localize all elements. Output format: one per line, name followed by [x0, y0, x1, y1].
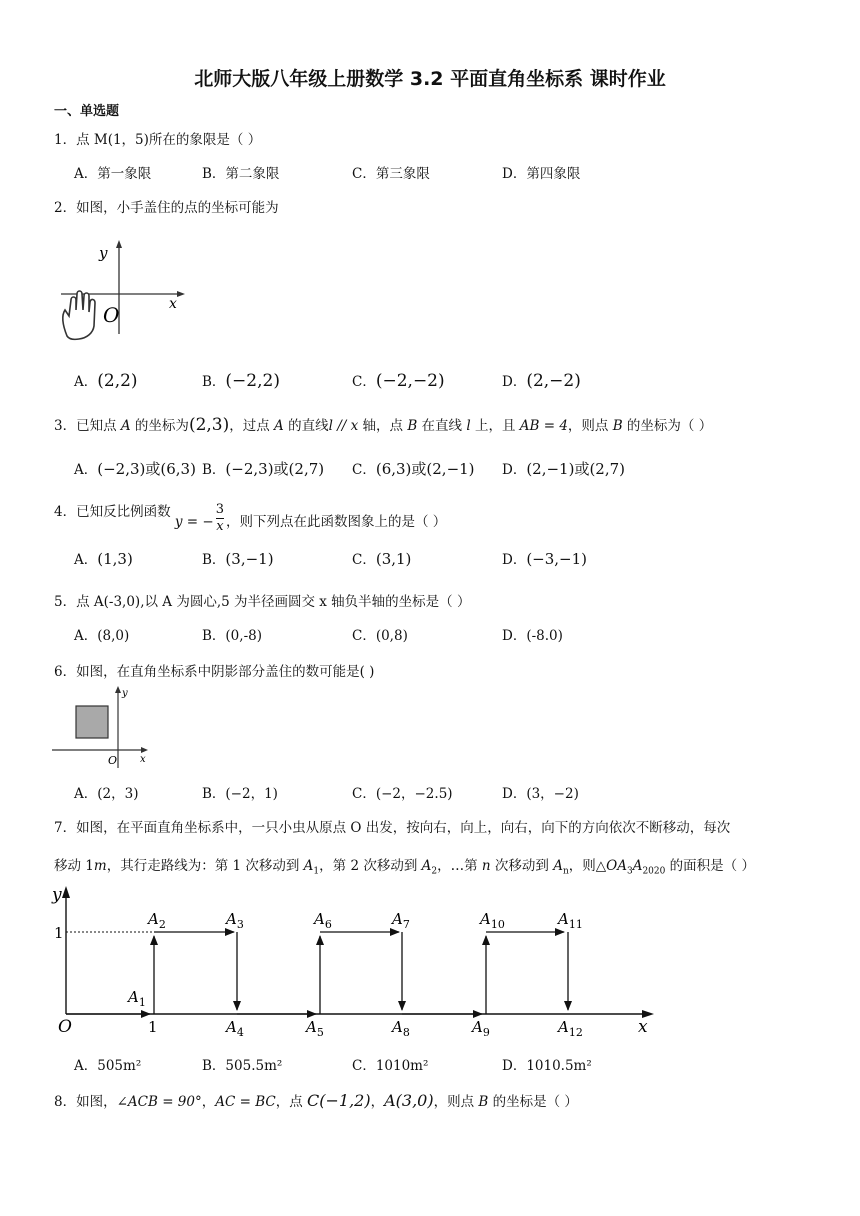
question-7-stem-line1: 7．如图，在平面直角坐标系中，一只小虫从原点 O 出发，按向右，向上，向右，向下的方向依次不断移动，每次 [54, 820, 731, 836]
q7-point-label: $A_3$ [226, 910, 244, 931]
q2-y-label: y [99, 244, 108, 262]
q2-option-d: D．(2,−2) [502, 371, 581, 391]
q7-point-label: $A_5$ [306, 1018, 324, 1039]
q7-y-label: y [52, 885, 62, 905]
question-4-stem: 4．已知反比例函数 y = − $\frac{3}{x}$ ，则下列点在此函数图象上的是（ ） [54, 502, 447, 534]
q7-x-one-label: 1 [148, 1018, 158, 1036]
q2-option-c-value: (−2,−2) [375, 371, 445, 391]
q4-option-a: A．(1,3) [74, 550, 133, 568]
q4-option-b: B．(3,−1) [202, 550, 274, 568]
question-8-stem: 8．如图，∠ACB = 90°，AC = BC，点 C(−1,2)，A(3,0)，则点 B 的坐标是（ ） [54, 1091, 578, 1110]
q2-origin-label: O [103, 303, 120, 327]
q7-point-label: $A_7$ [392, 910, 410, 931]
q7-point-label: $A_4$ [226, 1018, 244, 1039]
q7-point-label: $A_2$ [148, 910, 166, 931]
page-title: 北师大版八年级上册数学 3.2 平面直角坐标系 课时作业 [194, 68, 666, 90]
q7-point-label: $A_8$ [392, 1018, 410, 1039]
question-5-stem: 5．点 A(-3,0),以 A 为圆心,5 为半径画圆交 x 轴负半轴的坐标是（ ） [54, 594, 471, 610]
q7-option-d: D．1010.5m² [502, 1058, 592, 1074]
q7-point-label: $A_{10}$ [480, 910, 505, 931]
q2-option-c: C．(−2,−2) [352, 371, 445, 391]
q3-option-d: D．(2,−1)或(2,7) [502, 460, 626, 478]
q7-point-label: $A_1$ [128, 988, 146, 1009]
q5-option-a: A．(8,0) [74, 628, 130, 644]
section-heading: 一、单选题 [54, 104, 120, 119]
q7-y-one-label: 1 [54, 924, 64, 942]
q4-option-c: C．(3,1) [352, 550, 412, 568]
q2-figure [55, 236, 195, 346]
q3-option-b: B．(−2,3)或(2,7) [202, 460, 325, 478]
q6-option-a: A．(2，3) [74, 786, 139, 802]
q2-option-b-value: (−2,2) [225, 371, 280, 391]
q6-y-label: y [122, 688, 128, 699]
question-2-stem: 2．如图，小手盖住的点的坐标可能为 [54, 200, 279, 216]
q5-option-d: D．(-8.0) [502, 628, 563, 644]
q7-option-a: A．505m² [74, 1058, 142, 1074]
q7-origin-label: O [58, 1017, 72, 1037]
q7-point-label: $A_{12}$ [558, 1018, 583, 1039]
q2-option-a-value: (2,2) [97, 371, 138, 391]
question-7-stem-line2: 移动 1m，其行走路线为：第 1 次移动到 $A_1$，第 2 次移动到 $A_2$，…第 n 次移动到 $A_n$，则$\triangle OA_3A_{2020}$ 的面积是（ ） [54, 858, 755, 877]
q5-option-c: C．(0,8) [352, 628, 408, 644]
q3-option-c: C．(6,3)或(2,−1) [352, 460, 475, 478]
q6-figure [50, 684, 160, 770]
q2-option-b: B．(−2,2) [202, 371, 280, 391]
q2-option-d-value: (2,−2) [526, 371, 581, 391]
q7-figure [50, 882, 660, 1040]
q3-option-a: A．(−2,3)或(6,3) [74, 460, 196, 478]
q1-option-c: C．第三象限 [352, 166, 430, 182]
q2-option-a: A．(2,2) [74, 371, 138, 391]
q7-point-label: $A_{11}$ [558, 910, 583, 931]
q7-option-c: C．1010m² [352, 1058, 429, 1074]
q1-option-b: B．第二象限 [202, 166, 280, 182]
q7-point-label: $A_9$ [472, 1018, 490, 1039]
q1-option-a: A．第一象限 [74, 166, 152, 182]
hand-icon [63, 291, 95, 339]
q6-origin-label: O [108, 754, 118, 767]
q7-x-label: x [638, 1017, 648, 1037]
question-6-stem: 6．如图，在直角坐标系中阴影部分盖住的数可能是( ) [54, 664, 375, 680]
q6-x-label: x [140, 754, 146, 765]
q6-option-b: B．(−2，1) [202, 786, 278, 802]
q5-option-b: B．(0,-8) [202, 628, 262, 644]
q1-option-d: D．第四象限 [502, 166, 581, 182]
q7-point-label: $A_6$ [314, 910, 332, 931]
q6-option-c: C．(−2，−2.5) [352, 786, 453, 802]
q4-option-d: D．(−3,−1) [502, 550, 588, 568]
q2-x-label: x [169, 296, 177, 312]
question-1-stem: 1．点 M(1，5)所在的象限是（ ） [54, 132, 262, 148]
shaded-square [76, 706, 108, 738]
q7-option-b: B．505.5m² [202, 1058, 283, 1074]
q6-option-d: D．(3，−2) [502, 786, 579, 802]
question-3-stem: 3．已知点 A 的坐标为(2,3)，过点 A 的直线l // x 轴，点 B 在直线 l 上，且 AB = 4，则点 B 的坐标为（ ） [54, 415, 713, 435]
